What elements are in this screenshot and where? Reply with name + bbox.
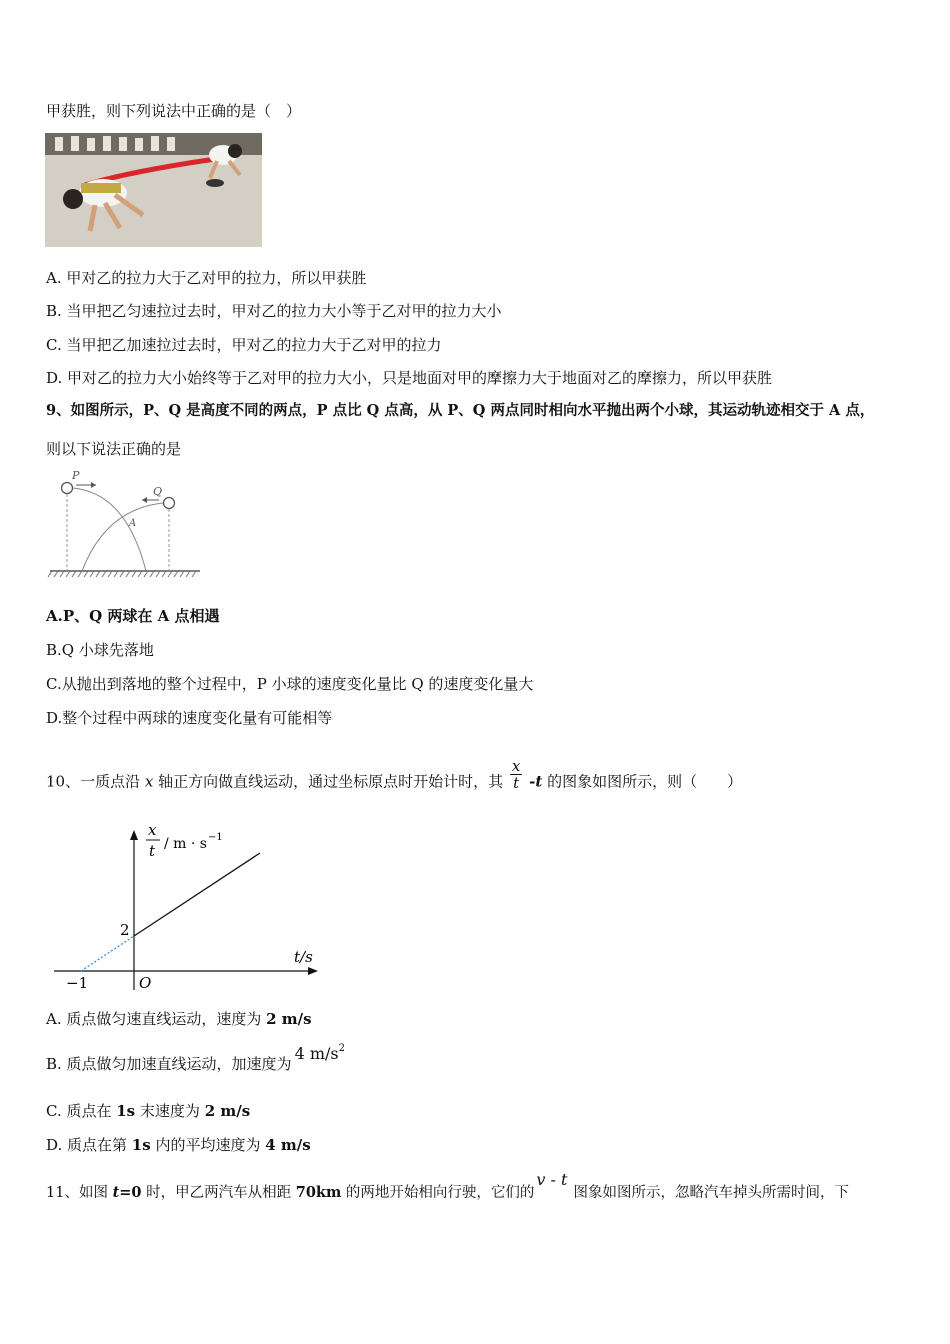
q9-option-a: A.P、Q 两球在 A 点相遇 — [46, 607, 220, 625]
q8-stem-tail: 甲获胜，则下列说法中正确的是（ ） — [46, 102, 302, 120]
xt-graph-svg — [46, 818, 326, 993]
q11-pre: 11、如图 — [46, 1185, 113, 1201]
q10-option-a-text: A. 质点做匀速直线运动，速度为 — [46, 1010, 267, 1028]
q10-stem-pre: 10、一质点沿 — [46, 772, 141, 791]
q11-vt: v - t — [536, 1170, 568, 1189]
q9-option-d: D.整个过程中两球的速度变化量有可能相等 — [46, 709, 333, 727]
q10-option-d-text: D. 质点在第 — [46, 1136, 132, 1154]
q9-stem-line2: 则以下说法正确的是 — [46, 440, 182, 458]
q10-option-b-text: B. 质点做匀加速直线运动，加速度为 — [46, 1055, 292, 1073]
q10-option-c-text: C. 质点在 — [46, 1102, 117, 1120]
q8-option-d: D. 甲对乙的拉力大小始终等于乙对甲的拉力大小，只是地面对甲的摩擦力大于地面对乙的摩擦力，所以甲获胜 — [46, 369, 773, 387]
q10-stem — [46, 757, 743, 799]
q8-option-a: A. 甲对乙的拉力大于乙对甲的拉力，所以甲获胜 — [46, 269, 367, 287]
q10-stem-mid: 轴正方向做直线运动，通过坐标原点时开始计时，其 — [158, 772, 504, 791]
q10-frac-den: t — [513, 774, 520, 792]
graph-x-label: t/s — [294, 948, 313, 966]
q10-option-d-text2: 内的平均速度为 — [150, 1136, 266, 1154]
q10-option-d — [46, 1135, 311, 1155]
graph-tick-y: 2 — [120, 921, 130, 939]
graph-y-den: t — [149, 842, 156, 860]
q10-option-b — [46, 1043, 345, 1077]
q10-option-c-value2: 2 m/s — [204, 1102, 251, 1120]
q9-stem-line1: 9、如图所示，P、Q 是高度不同的两点，P 点比 Q 点高，从 P、Q 两点同时相向水平抛出两个小球，其运动轨迹相交于 A 点， — [46, 402, 875, 419]
label-a: A — [129, 518, 137, 529]
q9-option-b: B.Q 小球先落地 — [46, 641, 154, 659]
q10-option-b-exp: 2 — [338, 1043, 345, 1054]
q9-option-c: C.从抛出到落地的整个过程中，P 小球的速度变化量比 Q 的速度变化量大 — [46, 675, 534, 693]
tug-of-war-photo — [45, 133, 262, 247]
graph-y-unit: / m · s — [164, 836, 207, 852]
q11-mid2: 的两地开始相向行驶，它们的 — [341, 1185, 535, 1201]
projectile-figure — [46, 465, 204, 580]
q10-option-c-value: 1s — [116, 1102, 136, 1120]
q10-option-d-value: 1s — [131, 1136, 151, 1154]
q10-stem-t: -t — [529, 772, 543, 791]
q11-post: 图象如图所示，忽略汽车掉头所需时间，下 — [573, 1185, 849, 1201]
q10-option-c — [46, 1101, 250, 1121]
graph-y-num: x — [148, 821, 157, 839]
q10-option-d-value2: 4 m/s — [265, 1136, 311, 1154]
q10-option-b-value: 4 m/s — [294, 1044, 339, 1063]
q10-option-a-value: 2 m/s — [266, 1010, 312, 1028]
q10-option-a — [46, 1009, 312, 1029]
q10-stem-post: 的图象如图所示，则（ ） — [547, 772, 743, 791]
q10-frac-num: x — [511, 757, 521, 775]
q11-mid: 时，甲乙两汽车从相距 — [141, 1185, 296, 1201]
projectile-diagram — [46, 465, 204, 580]
label-p: P — [72, 469, 80, 482]
graph-tick-x: −1 — [66, 974, 89, 992]
q11-t0-rest: =0 — [119, 1184, 142, 1201]
graph-origin: O — [139, 974, 152, 992]
q11-stem — [46, 1170, 849, 1203]
q10-fraction — [510, 758, 522, 791]
xt-graph — [46, 818, 326, 993]
graph-y-unit-exp: −1 — [208, 832, 223, 843]
label-q: Q — [153, 485, 163, 498]
q8-option-b: B. 当甲把乙匀速拉过去时，甲对乙的拉力大小等于乙对甲的拉力大小 — [46, 302, 502, 320]
q11-t0: t — [112, 1184, 120, 1201]
q8-option-c: C. 当甲把乙加速拉过去时，甲对乙的拉力大于乙对甲的拉力 — [46, 336, 442, 354]
q10-stem-x: x — [144, 772, 154, 791]
q11-dist: 70km — [295, 1184, 342, 1201]
q10-option-c-text2: 末速度为 — [135, 1102, 205, 1120]
photo-illustration — [45, 133, 262, 247]
